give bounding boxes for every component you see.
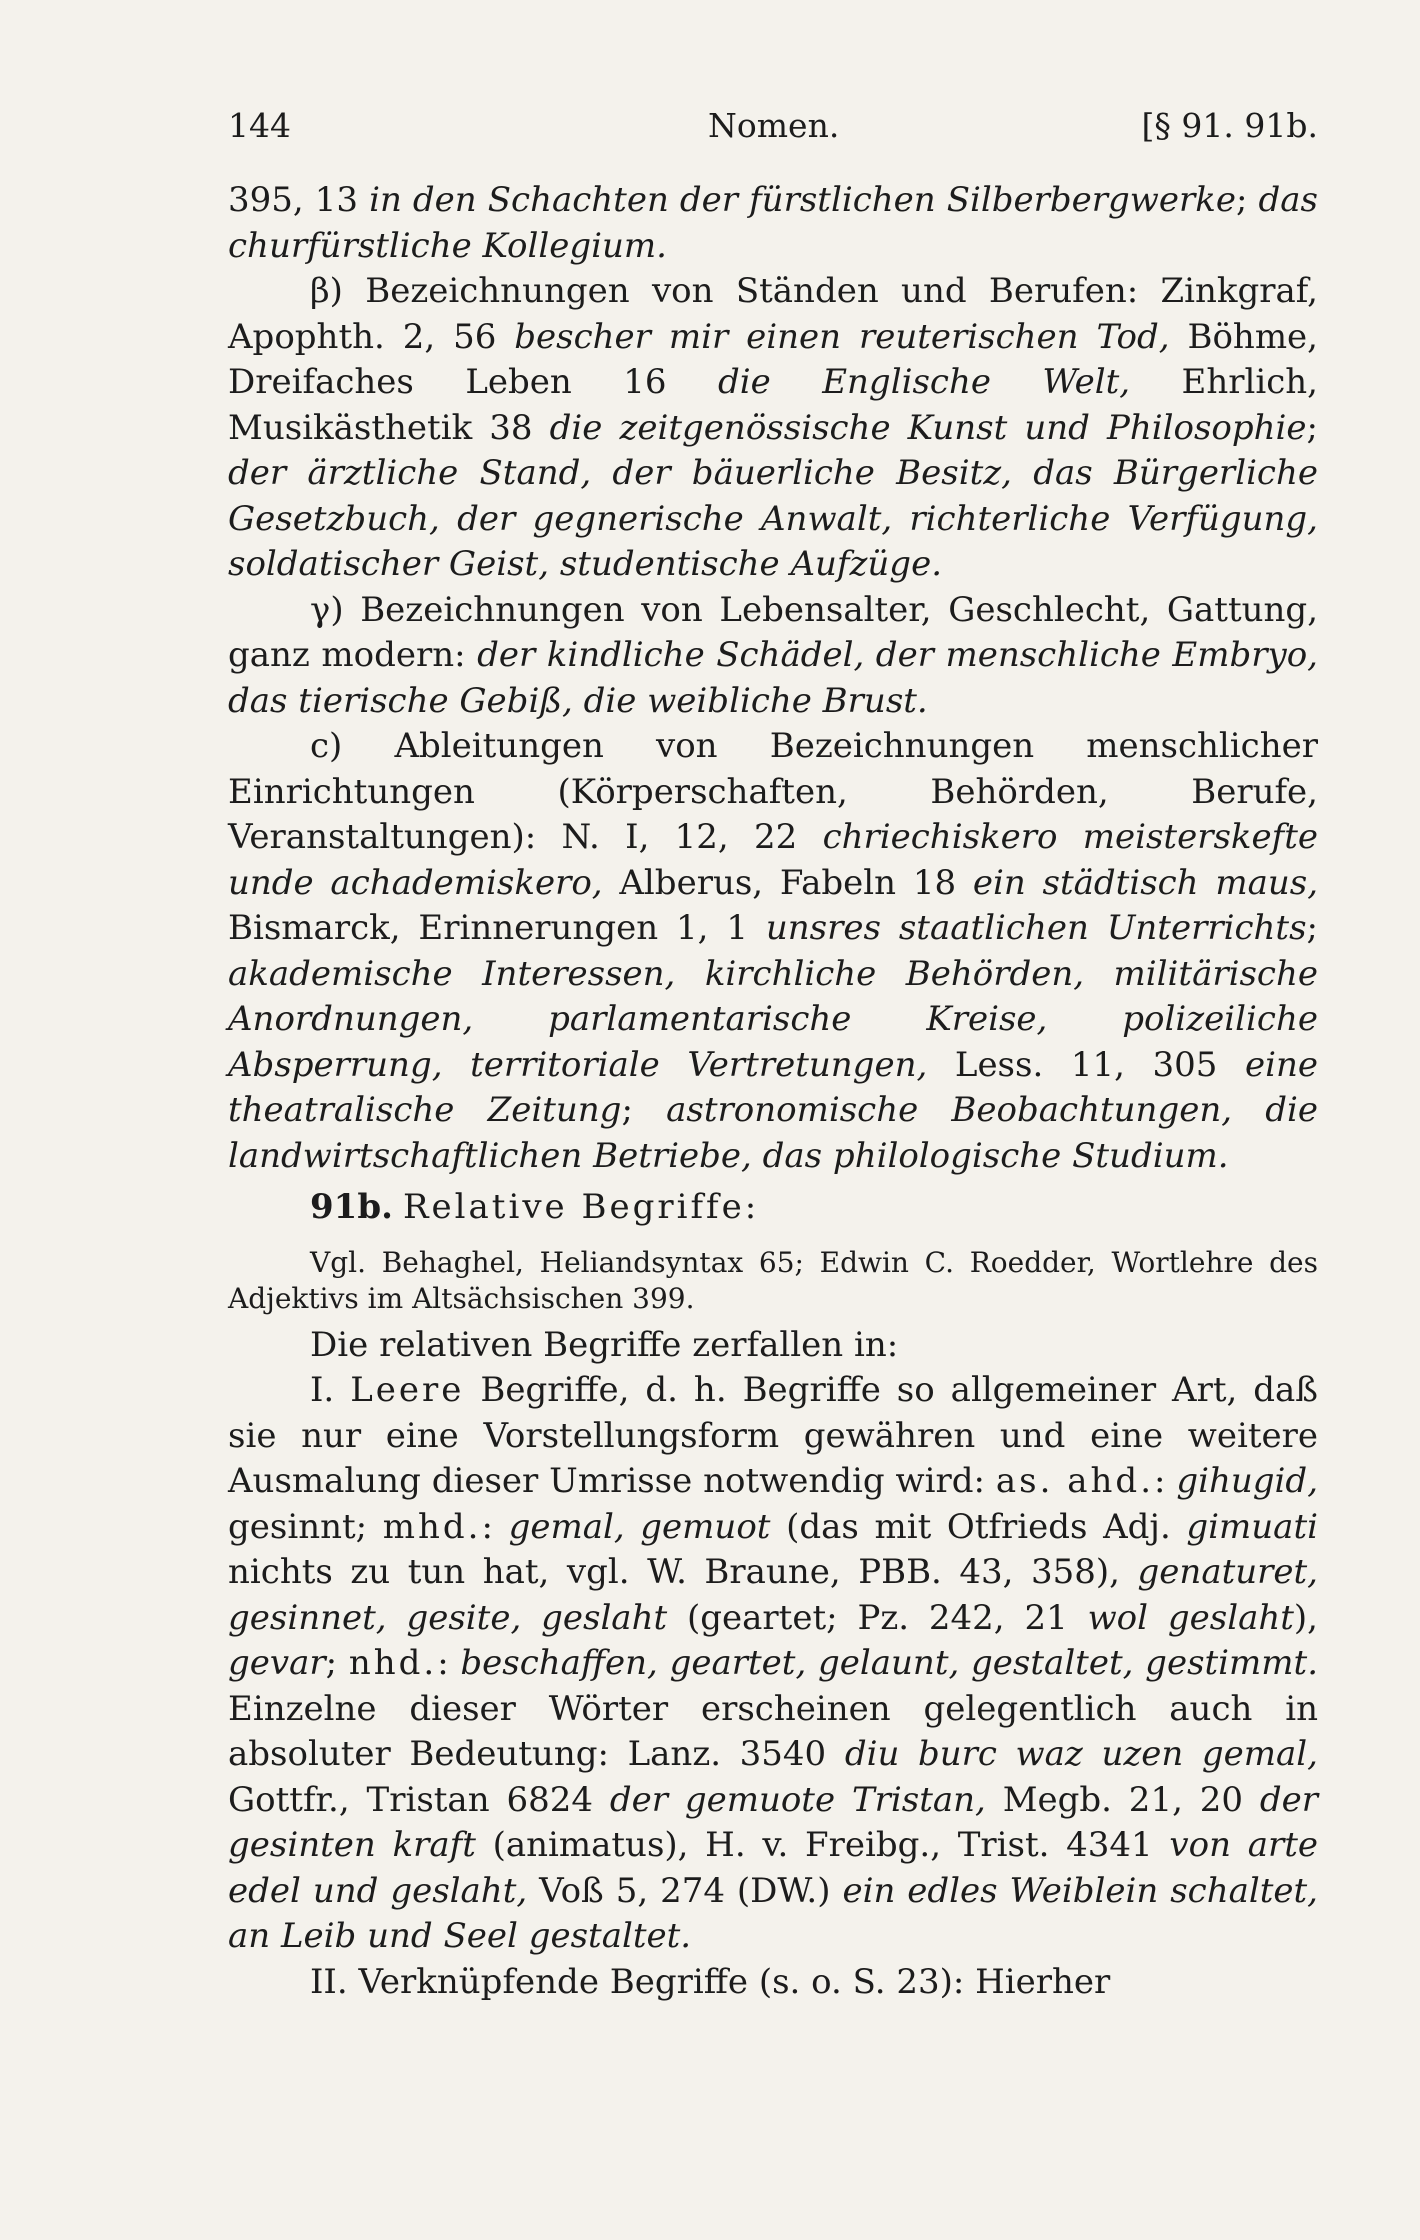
text-run: II. Verknüpfende Begriffe (s. o. S. 23): Hierher xyxy=(310,1961,1111,2002)
italic-text: gimuati xyxy=(1186,1506,1318,1547)
italic-text: der gesinten kraft xyxy=(228,1779,1318,1865)
italic-text: der ärztliche Stand, der bäuerliche Besitz, das Bürgerliche Gesetzbuch, der gegnerische Anwalt, richterliche Verfügung, soldatischer Geist, studentische Aufzüge. xyxy=(228,453,1318,584)
text-run: ; xyxy=(1236,180,1259,220)
text-run: ; xyxy=(325,1643,349,1683)
italic-text: von arte edel und geslaht, xyxy=(228,1825,1318,1911)
italic-text: eine theatralische Zeitung xyxy=(228,1044,1318,1130)
italic-text: bescher mir einen reuterischen Tod, xyxy=(514,316,1170,357)
text-run: Voß 5, 274 (DW.) xyxy=(527,1870,843,1911)
text-run: ), xyxy=(1293,1597,1318,1638)
italic-text: ein edles Weiblein schaltet, an Leib und Seel gestaltet. xyxy=(228,1870,1318,1956)
italic-text: chriechiskero meisterskefte unde achademiskero, xyxy=(228,817,1319,903)
text-run: (geartet; Pz. 242, 21 xyxy=(667,1597,1088,1638)
reference-note xyxy=(228,1245,1318,1317)
paragraph xyxy=(228,178,1318,269)
text-run: Alberus, Fabeln 18 xyxy=(602,862,973,903)
italic-text: wol geslaht xyxy=(1087,1597,1294,1638)
text-run: Gottfr., Tristan 6824 xyxy=(228,1779,610,1820)
spaced-text: Leere xyxy=(350,1370,465,1410)
text-run: : xyxy=(437,1643,461,1683)
italic-text: der kindliche Schädel, der menschliche Embryo, das tierische Gebiß, die weibliche Brust. xyxy=(228,635,1318,721)
italic-text: diu burc waz uzen gemal, xyxy=(844,1734,1318,1774)
text-run: ; xyxy=(1306,908,1318,948)
italic-text: genaturet, gesinnet, gesite, geslaht xyxy=(228,1552,1318,1638)
text-run: c) Ableitungen von Bezeichnungen menschlicher Einrichtungen (Körperschaften, Behörden, Berufe, Veranstaltungen): N. I, 12, 22 xyxy=(228,726,1318,857)
paragraph xyxy=(228,269,1318,588)
section-reference: [§ 91. 91b. xyxy=(1141,106,1318,145)
text-run: Bismarck, Erinnerungen 1, 1 xyxy=(228,908,766,948)
spaced-text: as. ahd. xyxy=(995,1461,1155,1501)
text-run: ; xyxy=(1306,407,1318,448)
italic-text: das churfürstliche Kollegium. xyxy=(228,180,1318,266)
italic-text: gihugid, xyxy=(1176,1461,1319,1501)
paragraph xyxy=(228,1960,1318,2006)
text-run: Ehrlich, Musikästhetik 38 xyxy=(228,362,1318,448)
italic-text: astronomische Beobachtungen, die landwirtschaftlichen Betriebe, das philologische Studium. xyxy=(228,1090,1318,1176)
text-run: (das mit Otfrieds Adj. xyxy=(770,1506,1187,1547)
paragraph xyxy=(228,1323,1318,1369)
text-run: Die relativen Begriffe zerfallen in: xyxy=(310,1324,899,1365)
spaced-text: mhd. xyxy=(382,1506,482,1547)
text-run: (animatus), H. v. Freibg., Trist. 4341 xyxy=(475,1825,1170,1865)
italic-text: ein städtisch maus, xyxy=(972,862,1318,903)
running-header xyxy=(228,106,1318,156)
italic-text: beschaffen, geartet, gelaunt, gestaltet, gestimmt. xyxy=(460,1643,1319,1683)
text-run: I. xyxy=(310,1370,351,1410)
text-run: gesinnt; xyxy=(228,1506,383,1547)
spaced-text: nhd. xyxy=(348,1643,438,1683)
italic-text: die Englische Welt, xyxy=(718,362,1131,402)
text-run: Megb. 21, 20 xyxy=(985,1779,1260,1820)
text-run: : xyxy=(1154,1461,1177,1501)
italic-text: unsres staatlichen Unterrichts xyxy=(765,908,1307,948)
section-number: 91b. xyxy=(310,1187,393,1227)
text-run: Einzelne dieser Wörter erscheinen gelegentlich auch in absoluter Bedeutung: Lanz. 3540 xyxy=(228,1688,1318,1774)
running-title: Nomen. xyxy=(708,106,840,145)
paragraph xyxy=(228,588,1318,725)
text-run: : xyxy=(481,1506,509,1547)
italic-text: gevar xyxy=(228,1643,326,1683)
paragraph xyxy=(228,724,1318,1179)
reference-note-text: Vgl. Behaghel, Heliandsyntax 65; Edwin C. Roedder, Wortlehre des Adjektivs im Altsächsischen 399. xyxy=(228,1245,1318,1315)
paragraph xyxy=(228,1368,1318,1960)
page-body xyxy=(228,178,1318,2005)
italic-text: gemal, gemuot xyxy=(508,1506,771,1547)
text-run: γ) Bezeichnungen von Lebensalter, Geschlecht, Gattung, ganz modern: xyxy=(228,589,1318,675)
italic-text: die zeitgenössische Kunst und Philosophie xyxy=(549,407,1307,448)
text-run: Böhme, Dreifaches Leben 16 xyxy=(228,316,1318,402)
section-title: Relative Begriffe: xyxy=(402,1187,760,1227)
text-run: Less. 11, 305 xyxy=(927,1044,1245,1085)
text-run: β) Bezeichnungen von Ständen und Berufen: Zinkgraf, Apophth. 2, 56 xyxy=(228,271,1318,357)
page-number: 144 xyxy=(228,106,291,145)
text-run: nichts zu tun hat, vgl. W. Braune, PBB. 43, 358), xyxy=(228,1552,1138,1592)
italic-text: akademische Interessen, kirchliche Behörden, militärische Anordnungen, parlamentarische Kreise, polizeiliche Absperrung, territoriale Vertretungen, xyxy=(228,953,1318,1085)
text-run: 395, 13 xyxy=(228,180,370,220)
section-heading xyxy=(228,1185,1318,1231)
paragraph-group-1 xyxy=(228,178,1318,1179)
paragraph-group-2 xyxy=(228,1323,1318,2006)
italic-text: in den Schachten der fürstlichen Silberbergwerke xyxy=(369,180,1236,220)
text-run: Begriffe, d. h. Begriffe so allgemeiner Art, daß sie nur eine Vorstellungsform gewähren und eine weitere Ausmalung dieser Umrisse notwendig wird: xyxy=(228,1370,1319,1501)
italic-text: der gemuote Tristan, xyxy=(609,1779,986,1820)
text-run: ; xyxy=(621,1090,667,1130)
